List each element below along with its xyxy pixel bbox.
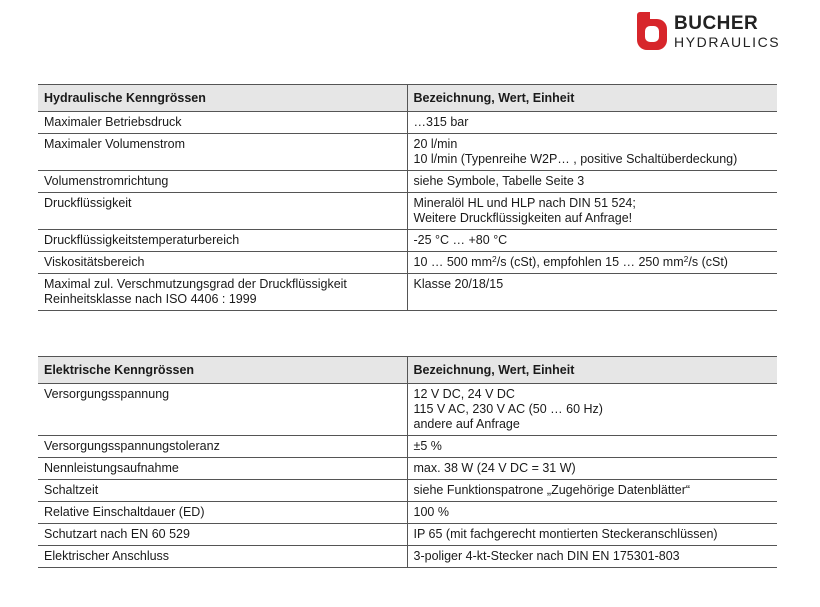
value-cell <box>407 134 777 171</box>
table-row <box>38 546 777 568</box>
electrical-parameters-table <box>38 356 777 568</box>
value-cell <box>407 112 777 134</box>
parameter-cell <box>38 193 407 230</box>
header-value: Bezeichnung, Wert, Einheit <box>407 85 777 112</box>
parameter-cell <box>38 546 407 568</box>
table-row <box>38 193 777 230</box>
parameter-text: Druckflüssigkeit <box>44 196 132 210</box>
value-text: max. 38 W (24 V DC = 31 W) <box>413 461 576 475</box>
parameter-text: Nennleistungsaufnahme <box>44 461 179 475</box>
value-text: …315 bar <box>413 115 469 129</box>
value-text: 3-poliger 4-kt-Stecker nach DIN EN 175301-803 <box>413 549 680 563</box>
parameter-text: Volumenstromrichtung <box>44 174 169 188</box>
value-text: Mineralöl HL und HLP nach DIN 51 524; <box>413 196 636 210</box>
value-text: andere auf Anfrage <box>413 417 520 431</box>
value-text: siehe Symbole, Tabelle Seite 3 <box>413 174 585 188</box>
table-row <box>38 230 777 252</box>
value-text: 20 l/min <box>413 137 458 151</box>
parameter-text: Relative Einschaltdauer (ED) <box>44 505 205 519</box>
value-cell <box>407 193 777 230</box>
value-text: siehe Funktionspatrone „Zugehörige Datenblätter“ <box>413 483 691 497</box>
value-text: Klasse 20/18/15 <box>413 277 504 291</box>
value-text: IP 65 (mit fachgerecht montierten Steckeranschlüssen) <box>413 527 718 541</box>
parameter-cell <box>38 524 407 546</box>
bucher-hydraulics-logo <box>637 12 781 52</box>
parameter-text: Maximaler Betriebsdruck <box>44 115 182 129</box>
hydraulic-parameters-table <box>38 84 777 311</box>
value-text: ±5 % <box>413 439 442 453</box>
parameter-cell <box>38 480 407 502</box>
parameter-text: Elektrischer Anschluss <box>44 549 170 563</box>
table-row <box>38 274 777 311</box>
parameter-cell <box>38 112 407 134</box>
table-row <box>38 171 777 193</box>
header-parameter: Elektrische Kenngrössen <box>38 357 407 384</box>
parameter-cell <box>38 134 407 171</box>
parameter-text: Viskositätsbereich <box>44 255 145 269</box>
value-cell <box>407 524 777 546</box>
table-header-row <box>38 357 777 384</box>
table-row <box>38 252 777 274</box>
parameter-text: Schutzart nach EN 60 529 <box>44 527 190 541</box>
value-cell <box>407 502 777 524</box>
value-cell <box>407 546 777 568</box>
value-text: 100 % <box>413 505 449 519</box>
parameter-cell <box>38 171 407 193</box>
parameter-text: Maximaler Volumenstrom <box>44 137 186 151</box>
value-text: -25 °C … +80 °C <box>413 233 508 247</box>
parameter-cell <box>38 274 407 311</box>
table-row <box>38 502 777 524</box>
value-text: 115 V AC, 230 V AC (50 … 60 Hz) <box>413 402 603 416</box>
value-text: 10 l/min (Typenreihe W2P… , positive Schaltüberdeckung) <box>413 152 738 166</box>
value-text: 12 V DC, 24 V DC <box>413 387 515 401</box>
value-text: 10 … 500 $mm^2/s$ (cSt), empfohlen 15 … 250 $mm^2/s$ (cSt) <box>413 254 728 269</box>
parameter-cell <box>38 252 407 274</box>
bucher-logo-icon <box>637 12 667 50</box>
parameter-text: Schaltzeit <box>44 483 99 497</box>
value-cell <box>407 384 777 436</box>
parameter-cell <box>38 502 407 524</box>
parameter-text: Druckflüssigkeitstemperaturbereich <box>44 233 240 247</box>
header-value: Bezeichnung, Wert, Einheit <box>407 357 777 384</box>
value-cell <box>407 171 777 193</box>
table-row <box>38 134 777 171</box>
parameter-text: Versorgungsspannungstoleranz <box>44 439 220 453</box>
table-row <box>38 524 777 546</box>
logo-text-hydraulics: HYDRAULICS <box>674 34 781 50</box>
parameter-cell <box>38 230 407 252</box>
logo-text-bucher: BUCHER <box>674 13 759 34</box>
table-header-row <box>38 85 777 112</box>
parameter-cell <box>38 384 407 436</box>
table-row <box>38 384 777 436</box>
table-row <box>38 458 777 480</box>
table-row <box>38 112 777 134</box>
parameter-cell <box>38 436 407 458</box>
parameter-text: Versorgungsspannung <box>44 387 170 401</box>
value-cell <box>407 436 777 458</box>
value-cell <box>407 274 777 311</box>
header-parameter: Hydraulische Kenngrössen <box>38 85 407 112</box>
parameter-text: Maximal zul. Verschmutzungsgrad der Druckflüssigkeit <box>44 277 347 291</box>
table-row <box>38 480 777 502</box>
table-row <box>38 436 777 458</box>
value-cell <box>407 252 777 274</box>
value-cell <box>407 480 777 502</box>
value-text: Weitere Druckflüssigkeiten auf Anfrage! <box>413 211 633 225</box>
value-cell <box>407 230 777 252</box>
parameter-text: Reinheitsklasse nach ISO 4406 : 1999 <box>44 292 257 306</box>
value-cell <box>407 458 777 480</box>
parameter-cell <box>38 458 407 480</box>
